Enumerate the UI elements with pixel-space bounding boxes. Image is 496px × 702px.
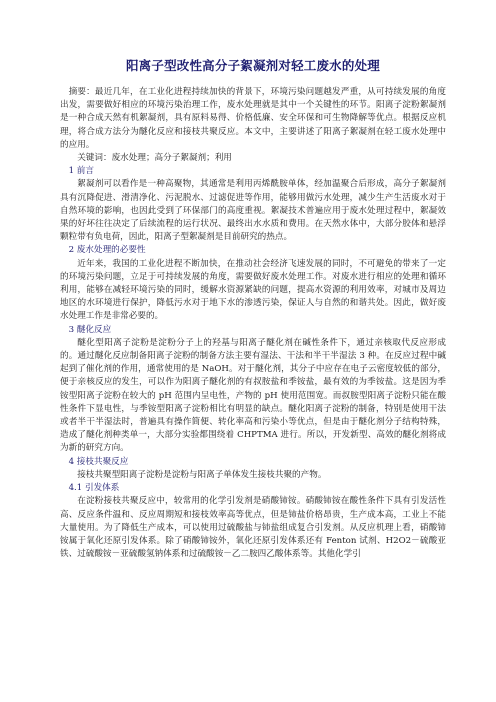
section-body: 醚化型阳离子淀粉是淀粉分子上的羟基与阳离子醚化剂在碱性条件下，通过亲核取代反应形成的。通过醚化反应制备阳离子淀粉的制备方法主要有湿法、干法和半干半湿法 3 种。在反应过程中碱起到了催化剂的作用，通常使用的是 NaOH。对于醚化剂，其分子中应存在电子云密度较低的部分，便于亲核反应的发生，可以作为阳离子醚化剂的有叔胺盐和季铵盐，最有效的为季铵盐。这是因为季铵型阳离子淀粉在较大的 pH 范围内呈电性，产物的 pH 使用范围宽。而叔胺型阳离子淀粉只能在酸性条件下显电性，与季铵型阳离子淀粉相比有明显的缺点。醚化阳离子淀粉的制备，特别是使用干法或者半干半湿法时，普遍具有操作简便、转化率高和污染小等优点，但是由于醚化剂分子结构特殊，造成了醚化剂种类单一，大部分实验都围绕着 CHPTMA 进行。所以，开发新型、高效的醚化剂将成为新的研究方向。: [60, 337, 446, 454]
abstract: [60, 86, 446, 152]
keywords: 关键词：废水处理；高分子絮凝剂；利用: [77, 153, 232, 164]
section-body: 絮凝剂可以看作是一种高聚物，其通常是利用丙烯酰胺单体，经加温聚合后形成，高分子絮凝剂具有沉降促进、滑清净化、污泥脱水、过滤促进等作用，能够用做污水处理，减少生产生活废水对于自然环境的影响，也因此受到了环保部门的高度重视。絮凝技术普遍应用于废水处理过程中，絮凝效果的好坏往往决定了后续流程的运行状况、最终出水水质和费用。在天然水体中，大部分胶体和悬浮颗粒带有负电荷，因此，阳离子型絮凝剂是目前研究的热点。: [60, 179, 446, 243]
section-body: 接枝共聚型阳离子淀粉是淀粉与阳离子单体发生接枝共聚的产物。: [77, 469, 327, 480]
document-title: 阳离子型改性高分子絮凝剂对轻工废水的处理: [125, 58, 380, 73]
section-body: 在淀粉接枝共聚反应中，较常用的化学引发剂是硝酸铈铵。硝酸铈铵在酸性条件下具有引发活性高、反应条件温和、反应周期短和接枝效率高等优点，但是铈盐价格昂贵，生产成本高，工业上不能大量使用。为了降低生产成本，可以使用过硫酸盐与铈盐组成复合引发剂。从反应机理上看，硝酸铈铵属于氧化还原引发体系。除了硝酸铈铵外，氧化还原引发体系还有 Fenton 试剂、H2O2－硫酸亚铁、过硫酸铵－亚硫酸氢钠体系和过硫酸铵－乙二胺四乙酸体系等。其他化学引: [60, 496, 446, 560]
section-heading: 2 废水处理的必要性: [68, 245, 146, 256]
section-body: 近年来，我国的工业化进程不断加快，在推动社会经济飞速发展的同时，不可避免的带来了一定的环境污染问题，立足于可持续发展的角度，需要做好废水处理工作。对废水进行相应的处理和循环利用，能够在减轻环境污染的同时，缓解水资源紧缺的问题，提高水资源的利用效率，对城市及周边地区的水环境进行保护，降低污水对于地下水的渗透污染，保证人与自然的和谐共处。因此，做好废水处理工作是非常必要的。: [60, 258, 446, 322]
abstract-text: 摘要：最近几年，在工业化进程持续加快的背景下，环境污染问题越发严重，从可持续发展的角度出发，需要做好相应的环境污染治理工作，废水处理就是其中一个关键性的环节。阳离子淀粉絮凝剂是一种合成天然有机絮凝剂，具有原料易得、价格低廉、安全环保和可生物降解等优点。根据反应机理，将合成方法分为醚化反应和接枝共聚反应。本文中，主要讲述了阳离子絮凝剂在轻工废水处理中的应用。: [60, 87, 446, 150]
section-heading: 4 接枝共聚反应: [68, 456, 129, 467]
section-heading: 1 前言: [68, 166, 94, 177]
section-heading: 3 醚化反应: [68, 324, 112, 335]
section-heading: 4.1 引发体系: [68, 483, 120, 494]
